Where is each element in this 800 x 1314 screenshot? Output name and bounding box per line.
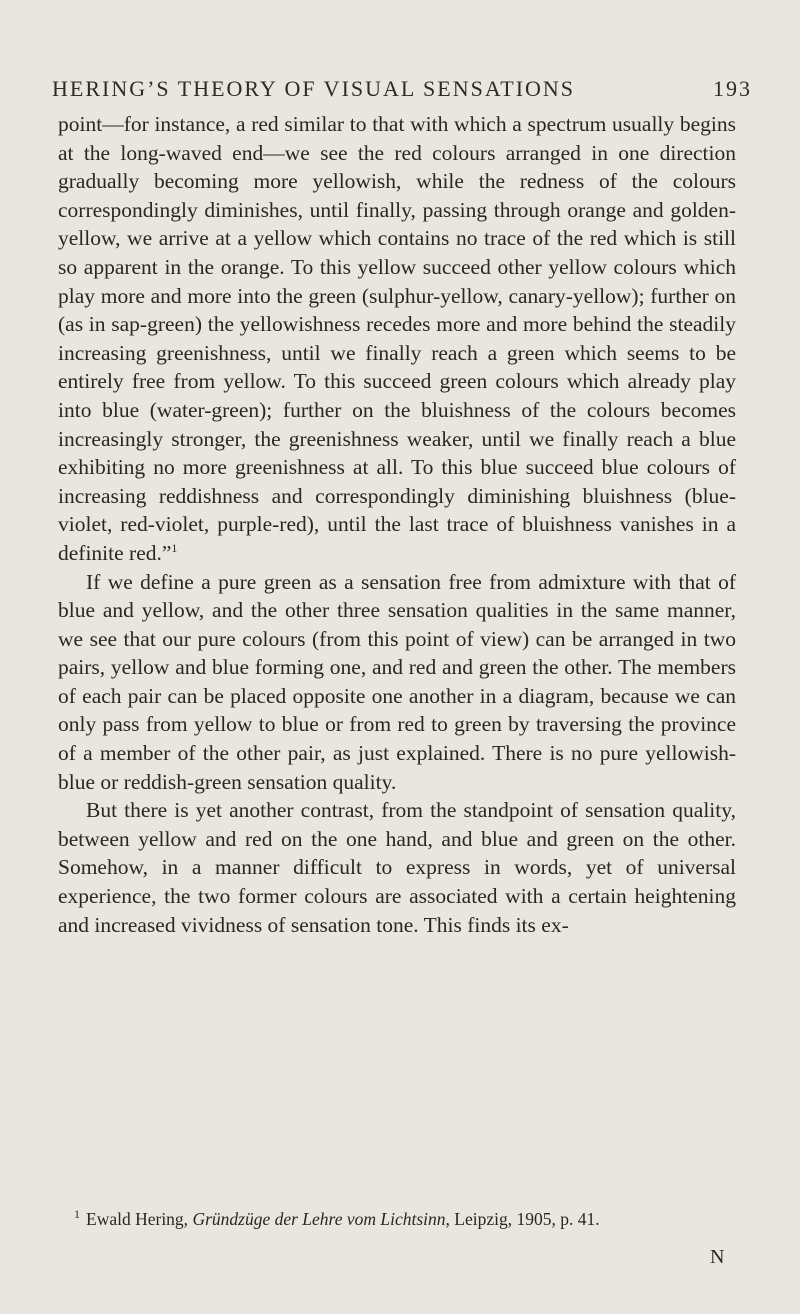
body-text	[58, 110, 736, 939]
footnote-reference: 1	[171, 540, 178, 555]
running-head	[52, 76, 752, 102]
footnote-details: Leipzig, 1905, p. 41.	[454, 1209, 600, 1229]
paragraph-1	[58, 110, 736, 568]
paragraph-3: But there is yet another contrast, from the standpoint of sensation quality, between yellow and red on the one hand, and blue and green on the other. Somehow, in a manner difficult to express in words, yet of universal experience, the two former colours are associated with a certain heightening and increased vividness of sensation tone. This finds its ex-	[58, 798, 736, 937]
signature-mark: N	[710, 1246, 725, 1268]
paragraph-1-text: point—for instance, a red similar to that with which a spectrum usually begins at the long-waved end—we see the red colours arranged in one direction gradually becoming more yellowish, while the redness of the colours correspondingly diminishes, until finally, passing through orange and golden-yellow, we arrive at a yellow which contains no trace of the red which is still so apparent in the orange. To this yellow succeed other yellow colours which play more and more into the green (sulphur-yellow, canary-yellow); further on (as in sap-green) the yellowishness recedes more and more behind the steadily increasing greenishness, until we finally reach a green which seems to be entirely free from yellow. To this succeed green colours which already play into blue (water-green); further on the bluishness of the colours becomes increasingly stronger, the greenishness weaker, until we finally reach a blue exhibiting no more greenishness at all. To this blue succeed blue colours of increasing reddishness and correspondingly diminishing bluishness (blue-violet, red-violet, purple-red), until the last trace of bluishness vanishes in a definite red.”	[58, 112, 736, 565]
footnote-work-title: Gründzüge der Lehre vom Lichtsinn,	[192, 1209, 450, 1229]
page-number: 193	[713, 76, 752, 101]
paragraph-2: If we define a pure green as a sensation free from admixture with that of blue and yellow, and the other three sensation qualities in the same manner, we see that our pure colours (from this point of view) can be arranged in two pairs, yellow and blue forming one, and red and green the other. The members of each pair can be placed opposite one another in a diagram, because we can only pass from yellow to blue or from red to green by traversing the province of a member of the other pair, as just explained. There is no pure yellowish-blue or reddish-green sensation quality.	[58, 569, 736, 794]
running-title: HERING’S THEORY OF VISUAL SENSATIONS	[52, 76, 576, 101]
footnote-number: 1	[74, 1207, 80, 1221]
footnote-author: Ewald Hering,	[86, 1209, 189, 1229]
footnote	[58, 1207, 736, 1231]
